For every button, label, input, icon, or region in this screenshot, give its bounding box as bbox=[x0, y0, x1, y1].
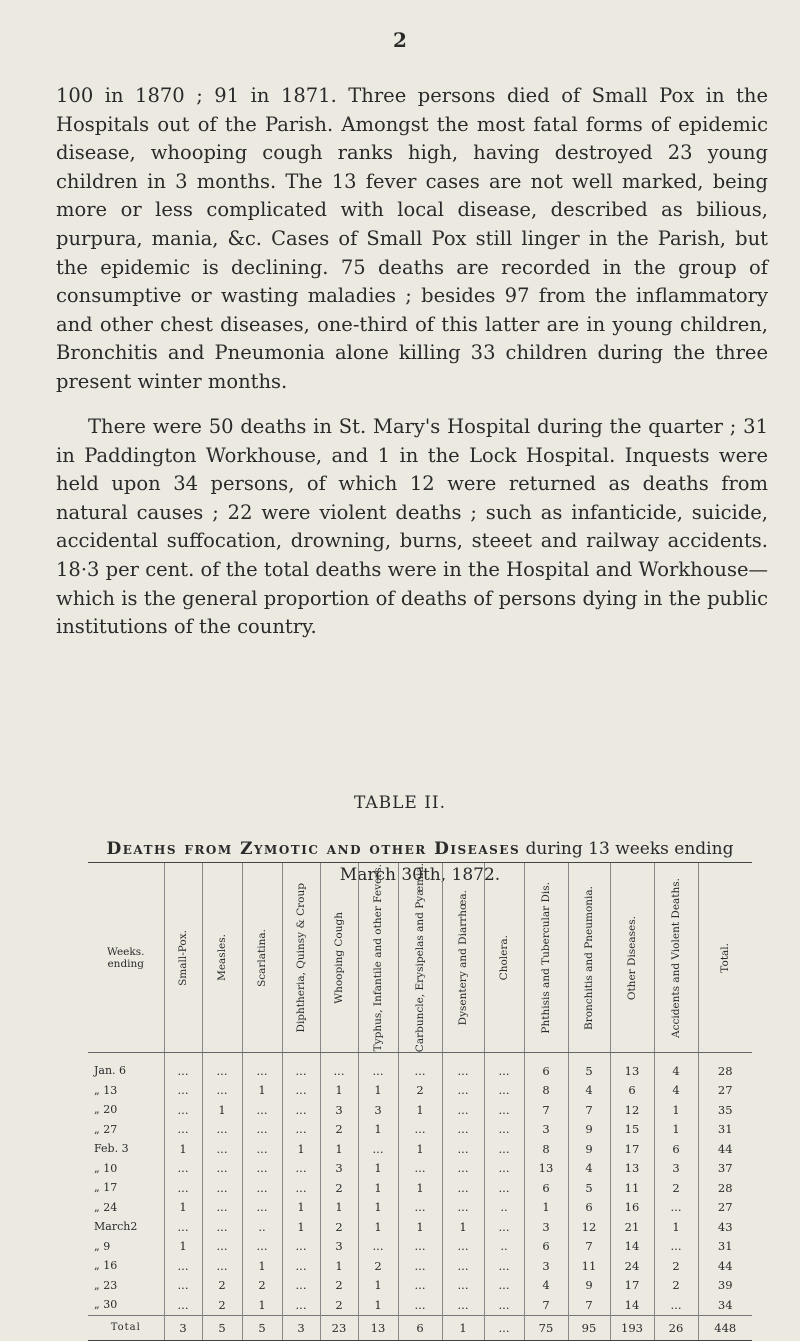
table-cell: ... bbox=[202, 1081, 242, 1101]
header-weeks-ending-label: Weeks. ending bbox=[107, 945, 145, 970]
table-caption-rest: during 13 weeks ending March 30th, 1872. bbox=[339, 839, 734, 885]
table-cell: ... bbox=[358, 1139, 398, 1159]
week-ending-cell: March2 bbox=[94, 1220, 138, 1234]
total-cell: 75 bbox=[524, 1315, 568, 1340]
header-dysentery bbox=[442, 863, 484, 1053]
table-cell: 14 bbox=[610, 1295, 654, 1315]
table-cell: ... bbox=[242, 1178, 282, 1198]
header-other-diseases bbox=[610, 863, 654, 1053]
table-cell: 1 bbox=[398, 1217, 442, 1237]
table-cell: 2 bbox=[654, 1276, 698, 1296]
table-row bbox=[88, 1081, 752, 1101]
table-cell: 7 bbox=[568, 1100, 610, 1120]
table-cell: ... bbox=[164, 1120, 202, 1140]
table-cell: 17 bbox=[610, 1276, 654, 1296]
table-cell: 2 bbox=[320, 1120, 358, 1140]
table-cell: 44 bbox=[698, 1256, 752, 1276]
table-cell: 3 bbox=[320, 1237, 358, 1257]
table-cell: 2 bbox=[242, 1276, 282, 1296]
table-cell: 6 bbox=[610, 1081, 654, 1101]
table-cell: ... bbox=[398, 1237, 442, 1257]
table-cell: 27 bbox=[698, 1198, 752, 1218]
table-cell: 4 bbox=[654, 1053, 698, 1081]
table-cell: 1 bbox=[358, 1159, 398, 1179]
table-cell: 17 bbox=[610, 1139, 654, 1159]
table-cell: 1 bbox=[358, 1217, 398, 1237]
table-row bbox=[88, 1178, 752, 1198]
table-cell: ... bbox=[398, 1053, 442, 1081]
table-cell: ... bbox=[442, 1100, 484, 1120]
table-cell: 1 bbox=[654, 1100, 698, 1120]
table-cell: 3 bbox=[524, 1120, 568, 1140]
header-label: Cholera. bbox=[498, 934, 510, 981]
table-cell: ... bbox=[164, 1178, 202, 1198]
table-cell: 21 bbox=[610, 1217, 654, 1237]
week-ending-cell: „ 9 bbox=[94, 1239, 111, 1253]
table-cell: 4 bbox=[568, 1081, 610, 1101]
table-cell: 3 bbox=[524, 1217, 568, 1237]
table-cell: 2 bbox=[358, 1256, 398, 1276]
table-cell: 11 bbox=[610, 1178, 654, 1198]
table-cell: 1 bbox=[358, 1120, 398, 1140]
table-cell: 1 bbox=[282, 1217, 320, 1237]
table-cell: ... bbox=[282, 1053, 320, 1081]
table-cell: ... bbox=[484, 1100, 524, 1120]
table-row bbox=[88, 1198, 752, 1218]
table-cell: ... bbox=[484, 1276, 524, 1296]
table-cell: 31 bbox=[698, 1120, 752, 1140]
table-cell: ... bbox=[320, 1053, 358, 1081]
table-cell: ... bbox=[442, 1139, 484, 1159]
table-cell: ... bbox=[442, 1120, 484, 1140]
table-cell: ... bbox=[282, 1159, 320, 1179]
header-label: Whooping Cough bbox=[333, 911, 345, 1004]
table-cell: 43 bbox=[698, 1217, 752, 1237]
table-cell: ... bbox=[202, 1198, 242, 1218]
table-row bbox=[88, 1217, 752, 1237]
header-typhus bbox=[358, 863, 398, 1053]
header-label: Small-Pox. bbox=[177, 929, 189, 986]
table-cell: 7 bbox=[524, 1100, 568, 1120]
table-row bbox=[88, 1100, 752, 1120]
table-cell: 2 bbox=[202, 1276, 242, 1296]
table-cell: 13 bbox=[524, 1159, 568, 1179]
header-label: Scarlatina. bbox=[256, 928, 268, 987]
table-cell: 2 bbox=[654, 1256, 698, 1276]
table-cell: 2 bbox=[320, 1217, 358, 1237]
table-cell: 44 bbox=[698, 1139, 752, 1159]
table-row bbox=[88, 1053, 752, 1081]
table-cell: ... bbox=[484, 1295, 524, 1315]
table-cell: ... bbox=[442, 1081, 484, 1101]
header-weeks-ending bbox=[88, 863, 164, 1053]
total-label: Total bbox=[88, 1315, 164, 1340]
table-cell: ... bbox=[654, 1237, 698, 1257]
week-ending-cell: „ 10 bbox=[94, 1161, 118, 1175]
table-cell: ... bbox=[202, 1178, 242, 1198]
week-ending-cell: Jan. 6 bbox=[94, 1064, 127, 1078]
table-cell: ... bbox=[164, 1081, 202, 1101]
table-cell: ... bbox=[442, 1237, 484, 1257]
header-label: Measles. bbox=[216, 934, 228, 982]
table-cell: 6 bbox=[524, 1237, 568, 1257]
table-title: TABLE II. bbox=[353, 793, 447, 813]
table-cell: 5 bbox=[568, 1178, 610, 1198]
header-label: Accidents and Violent Deaths. bbox=[670, 877, 682, 1038]
table-cell: ... bbox=[282, 1237, 320, 1257]
header-label: Dysentery and Diarrhœa. bbox=[457, 889, 469, 1026]
table-row bbox=[88, 1237, 752, 1257]
table-cell: ... bbox=[442, 1053, 484, 1081]
table-cell: 3 bbox=[654, 1159, 698, 1179]
table-cell: 1 bbox=[320, 1256, 358, 1276]
total-cell: 6 bbox=[398, 1315, 442, 1340]
table-cell: 3 bbox=[320, 1159, 358, 1179]
table-cell: 2 bbox=[320, 1178, 358, 1198]
table-cell: ... bbox=[202, 1256, 242, 1276]
table-cell: 27 bbox=[698, 1081, 752, 1101]
header-label: Typhus, Infantile and other Fevers. bbox=[372, 863, 384, 1052]
table-cell: 11 bbox=[568, 1256, 610, 1276]
table-cell: ... bbox=[202, 1053, 242, 1081]
table-cell: 2 bbox=[320, 1295, 358, 1315]
table-cell: ... bbox=[242, 1237, 282, 1257]
table-cell: ... bbox=[164, 1100, 202, 1120]
total-cell: 5 bbox=[242, 1315, 282, 1340]
table-cell: ... bbox=[242, 1159, 282, 1179]
table-cell: .. bbox=[242, 1217, 282, 1237]
table-cell: 1 bbox=[164, 1198, 202, 1218]
table-cell: 1 bbox=[398, 1178, 442, 1198]
table-cell: ... bbox=[164, 1053, 202, 1081]
table-row bbox=[88, 1159, 752, 1179]
table-cell: ... bbox=[282, 1295, 320, 1315]
total-cell: 3 bbox=[164, 1315, 202, 1340]
header-label: Total. bbox=[719, 942, 732, 973]
table-cell: 3 bbox=[524, 1256, 568, 1276]
table-cell: ... bbox=[164, 1256, 202, 1276]
table-cell: ... bbox=[442, 1198, 484, 1218]
table-cell: 6 bbox=[524, 1053, 568, 1081]
table-cell: ... bbox=[442, 1159, 484, 1179]
table-cell: 15 bbox=[610, 1120, 654, 1140]
page-number: 2 bbox=[393, 28, 407, 52]
header-label: Other Diseases. bbox=[626, 915, 638, 1000]
table-cell: ... bbox=[484, 1081, 524, 1101]
deaths-table bbox=[88, 862, 752, 1341]
table-cell: ... bbox=[484, 1120, 524, 1140]
table-cell: 1 bbox=[358, 1198, 398, 1218]
table-cell: ... bbox=[242, 1053, 282, 1081]
header-carbuncle bbox=[398, 863, 442, 1053]
total-cell: 26 bbox=[654, 1315, 698, 1340]
table-cell: 12 bbox=[610, 1100, 654, 1120]
table-cell: 6 bbox=[524, 1178, 568, 1198]
table-cell: 31 bbox=[698, 1237, 752, 1257]
header-phthisis bbox=[524, 863, 568, 1053]
total-cell: 13 bbox=[358, 1315, 398, 1340]
table-cell: 9 bbox=[568, 1120, 610, 1140]
table-cell: 1 bbox=[242, 1295, 282, 1315]
header-cholera bbox=[484, 863, 524, 1053]
table-cell: ... bbox=[282, 1276, 320, 1296]
table-cell: 2 bbox=[320, 1276, 358, 1296]
table-cell: .. bbox=[484, 1237, 524, 1257]
table-cell: ... bbox=[484, 1139, 524, 1159]
table-cell: 35 bbox=[698, 1100, 752, 1120]
header-bronchitis bbox=[568, 863, 610, 1053]
table-cell: ... bbox=[164, 1159, 202, 1179]
table-cell: ... bbox=[484, 1178, 524, 1198]
total-cell: ... bbox=[484, 1315, 524, 1340]
table-cell: 28 bbox=[698, 1178, 752, 1198]
table-cell: 8 bbox=[524, 1139, 568, 1159]
table-cell: 5 bbox=[568, 1053, 610, 1081]
table-header-row bbox=[88, 863, 752, 1053]
table-cell: 2 bbox=[654, 1178, 698, 1198]
table-cell: ... bbox=[164, 1295, 202, 1315]
table-cell: 1 bbox=[398, 1139, 442, 1159]
table-cell: 1 bbox=[654, 1120, 698, 1140]
week-ending-cell: „ 24 bbox=[94, 1200, 118, 1214]
total-cell: 5 bbox=[202, 1315, 242, 1340]
table-cell: ... bbox=[282, 1178, 320, 1198]
header-small-pox bbox=[164, 863, 202, 1053]
table-cell: ... bbox=[282, 1120, 320, 1140]
table-cell: 1 bbox=[398, 1100, 442, 1120]
table-cell: 1 bbox=[242, 1081, 282, 1101]
paragraph-institutional-deaths: There were 50 deaths in St. Mary's Hospital during the quarter ; 31 in Paddington Workhouse, and 1 in the Lock Hospital. Inquests were held upon 34 persons, of which 12 were returned as deaths from natural causes ; 22 were violent deaths ; such as infanticide, suicide, accidental suffocation, drowning, burns, steeet and railway accidents. 18·3 per cent. of the total deaths were in the Hospital and Workhouse—which is the general proportion of deaths of persons dying in the public institutions of the country. bbox=[56, 415, 768, 639]
week-ending-cell: Feb. 3 bbox=[94, 1142, 129, 1156]
table-cell: 24 bbox=[610, 1256, 654, 1276]
table-cell: 34 bbox=[698, 1295, 752, 1315]
table-cell: ... bbox=[358, 1237, 398, 1257]
table-cell: 1 bbox=[320, 1139, 358, 1159]
table-cell: ... bbox=[202, 1217, 242, 1237]
table-cell: ... bbox=[398, 1256, 442, 1276]
week-ending-cell: „ 30 bbox=[94, 1298, 118, 1312]
table-cell: 4 bbox=[568, 1159, 610, 1179]
table-cell: 13 bbox=[610, 1159, 654, 1179]
table-cell: ... bbox=[202, 1120, 242, 1140]
table-cell: 7 bbox=[568, 1295, 610, 1315]
table-cell: ... bbox=[242, 1120, 282, 1140]
paragraph-mortality-summary: 100 in 1870 ; 91 in 1871. Three persons died of Small Pox in the Hospitals out of the Parish. Amongst the most fatal forms of epidemic disease, whooping cough ranks high, having destroyed 23 young children in 3 months. The 13 fever cases are not well marked, being more or less complicated with local disease, described as bilious, purpura, mania, &c. Cases of Small Pox still linger in the Parish, but the epidemic is declining. 75 deaths are recorded in the group of consumptive or wasting maladies ; besides 97 from the inflammatory and other chest diseases, one-third of this latter are in young children, Bronchitis and Pneumonia alone killing 33 children during the three present winter months. bbox=[56, 84, 768, 393]
table-cell: 16 bbox=[610, 1198, 654, 1218]
table-cell: 8 bbox=[524, 1081, 568, 1101]
table-cell: ... bbox=[398, 1276, 442, 1296]
week-ending-cell: „ 13 bbox=[94, 1083, 118, 1097]
table-cell: ... bbox=[442, 1178, 484, 1198]
table-cell: 1 bbox=[202, 1100, 242, 1120]
table-cell: 14 bbox=[610, 1237, 654, 1257]
table-row bbox=[88, 1295, 752, 1315]
header-total bbox=[698, 863, 752, 1053]
table-cell: 1 bbox=[164, 1237, 202, 1257]
header-diphtheria bbox=[282, 863, 320, 1053]
table-row bbox=[88, 1276, 752, 1296]
header-whooping-cough bbox=[320, 863, 358, 1053]
table-cell: ... bbox=[484, 1053, 524, 1081]
table-cell: ... bbox=[398, 1198, 442, 1218]
header-accidents bbox=[654, 863, 698, 1053]
table-cell: 1 bbox=[358, 1081, 398, 1101]
table-cell: 3 bbox=[320, 1100, 358, 1120]
table-cell: 12 bbox=[568, 1217, 610, 1237]
week-ending-cell: „ 16 bbox=[94, 1259, 118, 1273]
table-cell: ... bbox=[484, 1217, 524, 1237]
header-label: Carbuncle, Erysipelas and Pyæmia. bbox=[414, 863, 426, 1053]
table-cell: ... bbox=[654, 1295, 698, 1315]
total-cell: 193 bbox=[610, 1315, 654, 1340]
total-cell: 448 bbox=[698, 1315, 752, 1340]
header-scarlatina bbox=[242, 863, 282, 1053]
table-row bbox=[88, 1120, 752, 1140]
table-cell: 1 bbox=[358, 1276, 398, 1296]
table-cell: 3 bbox=[358, 1100, 398, 1120]
table-cell: ... bbox=[358, 1053, 398, 1081]
table-cell: 28 bbox=[698, 1053, 752, 1081]
table-cell: 2 bbox=[202, 1295, 242, 1315]
table-cell: 1 bbox=[164, 1139, 202, 1159]
table-cell: ... bbox=[164, 1217, 202, 1237]
week-ending-cell: „ 27 bbox=[94, 1122, 118, 1136]
week-ending-cell: „ 23 bbox=[94, 1278, 118, 1292]
table-cell: ... bbox=[484, 1159, 524, 1179]
table-cell: 1 bbox=[358, 1295, 398, 1315]
table-cell: 37 bbox=[698, 1159, 752, 1179]
header-measles bbox=[202, 863, 242, 1053]
table-cell: ... bbox=[242, 1100, 282, 1120]
week-ending-cell: „ 17 bbox=[94, 1181, 118, 1195]
total-cell: 95 bbox=[568, 1315, 610, 1340]
header-label: Diphtheria, Quinsy & Croup bbox=[295, 882, 307, 1033]
table-cell: ... bbox=[282, 1081, 320, 1101]
table-cell: 1 bbox=[442, 1217, 484, 1237]
week-ending-cell: „ 20 bbox=[94, 1103, 118, 1117]
total-cell: 1 bbox=[442, 1315, 484, 1340]
table-cell: 1 bbox=[358, 1178, 398, 1198]
table-cell: 2 bbox=[398, 1081, 442, 1101]
table-cell: 6 bbox=[568, 1198, 610, 1218]
header-label: Phthisis and Tubercular Dis. bbox=[540, 881, 552, 1034]
table-cell: 7 bbox=[568, 1237, 610, 1257]
table-row bbox=[88, 1139, 752, 1159]
table-cell: ... bbox=[164, 1276, 202, 1296]
table-cell: ... bbox=[242, 1198, 282, 1218]
header-label: Bronchitis and Pneumonia. bbox=[583, 885, 595, 1030]
table-cell: ... bbox=[202, 1139, 242, 1159]
table-cell: 1 bbox=[320, 1081, 358, 1101]
table-cell: 9 bbox=[568, 1276, 610, 1296]
table-cell: ... bbox=[398, 1159, 442, 1179]
table-cell: 7 bbox=[524, 1295, 568, 1315]
table-cell: ... bbox=[442, 1276, 484, 1296]
table-cell: ... bbox=[282, 1100, 320, 1120]
table-cell: ... bbox=[282, 1256, 320, 1276]
table-cell: 1 bbox=[282, 1139, 320, 1159]
table-total-row bbox=[88, 1315, 752, 1340]
table-cell: ... bbox=[484, 1256, 524, 1276]
table-cell: 9 bbox=[568, 1139, 610, 1159]
table-cell: 4 bbox=[654, 1081, 698, 1101]
table-cell: 6 bbox=[654, 1139, 698, 1159]
table-cell: ... bbox=[202, 1237, 242, 1257]
table-cell: ... bbox=[398, 1295, 442, 1315]
table-cell: ... bbox=[398, 1120, 442, 1140]
table-cell: 1 bbox=[242, 1256, 282, 1276]
table-cell: ... bbox=[654, 1198, 698, 1218]
table-cell: 1 bbox=[524, 1198, 568, 1218]
table-cell: 39 bbox=[698, 1276, 752, 1296]
table-cell: 1 bbox=[654, 1217, 698, 1237]
total-cell: 23 bbox=[320, 1315, 358, 1340]
table-cell: ... bbox=[202, 1159, 242, 1179]
table-cell: 13 bbox=[610, 1053, 654, 1081]
table-cell: 1 bbox=[320, 1198, 358, 1218]
table-cell: 1 bbox=[282, 1198, 320, 1218]
table-cell: 4 bbox=[524, 1276, 568, 1296]
table-cell: ... bbox=[442, 1295, 484, 1315]
table-cell: ... bbox=[242, 1139, 282, 1159]
table-cell: ... bbox=[442, 1256, 484, 1276]
table-caption-lead: Deaths from Zymotic and other Diseases bbox=[106, 839, 521, 859]
total-cell: 3 bbox=[282, 1315, 320, 1340]
table-row bbox=[88, 1256, 752, 1276]
table-cell: .. bbox=[484, 1198, 524, 1218]
